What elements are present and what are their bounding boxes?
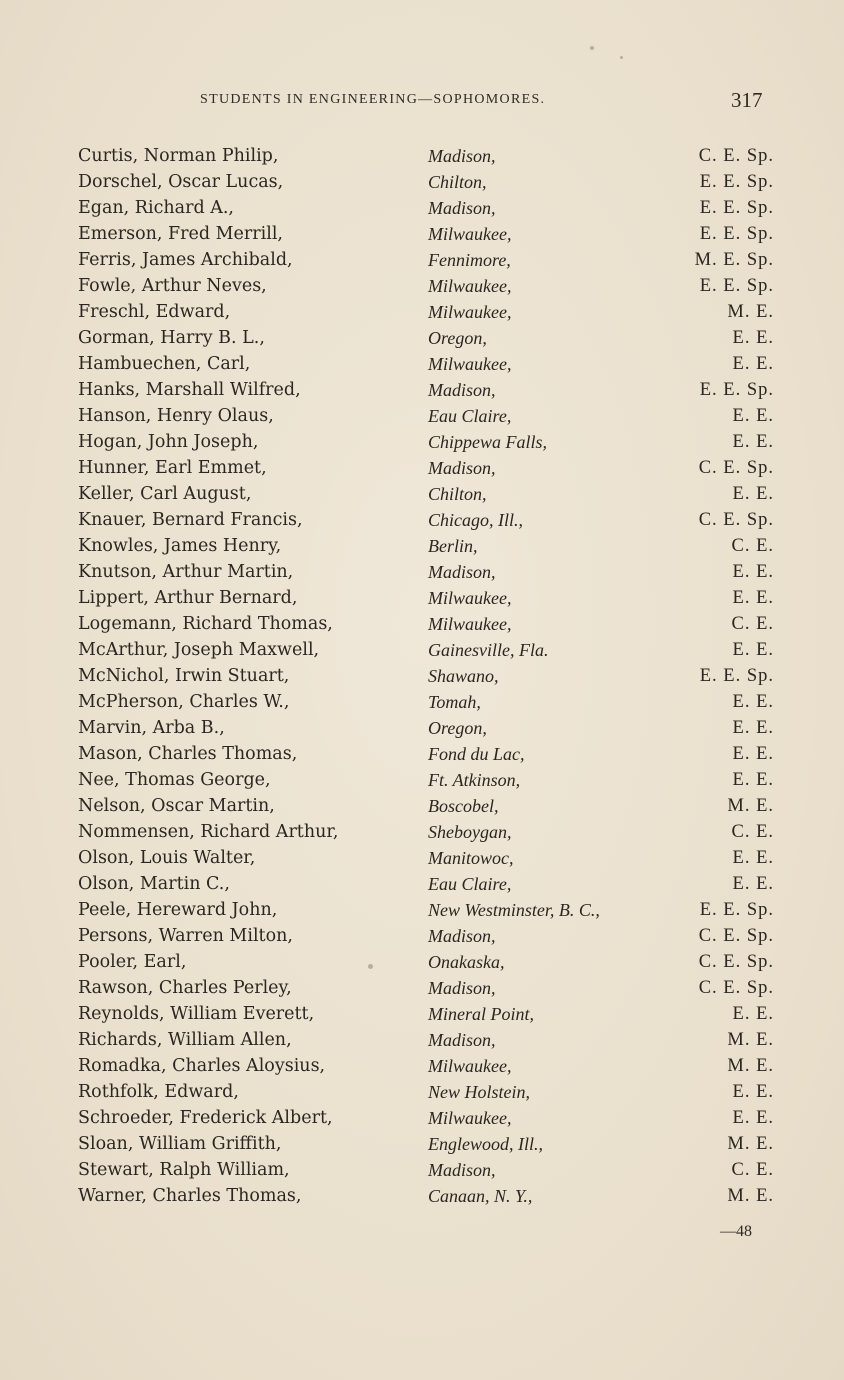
student-course: E. E. Sp. <box>699 198 774 218</box>
student-hometown: Milwaukee, <box>428 276 512 296</box>
student-hometown: Milwaukee, <box>428 614 512 634</box>
student-course: E. E. <box>732 354 774 374</box>
student-name: Keller, Carl August, <box>78 484 252 504</box>
student-course: E. E. <box>732 874 774 894</box>
student-hometown: Canaan, N. Y., <box>428 1186 533 1206</box>
student-name: Reynolds, William Everett, <box>78 1004 315 1024</box>
student-hometown: New Holstein, <box>428 1082 530 1102</box>
student-course: E. E. Sp. <box>699 172 774 192</box>
student-course: C. E. <box>731 614 774 634</box>
roster-row <box>78 949 774 975</box>
student-hometown: Milwaukee, <box>428 354 512 374</box>
student-course: E. E. <box>732 640 774 660</box>
student-roster <box>78 143 774 1209</box>
roster-row <box>78 533 774 559</box>
student-hometown: Boscobel, <box>428 796 499 816</box>
student-hometown: Eau Claire, <box>428 874 512 894</box>
student-name: Lippert, Arthur Bernard, <box>78 588 298 608</box>
student-hometown: Fond du Lac, <box>428 744 525 764</box>
roster-row <box>78 377 774 403</box>
student-name: Romadka, Charles Aloysius, <box>78 1056 326 1076</box>
student-course: E. E. <box>732 432 774 452</box>
student-name: Mason, Charles Thomas, <box>78 744 298 764</box>
roster-row <box>78 1183 774 1209</box>
student-course: E. E. <box>732 1004 774 1024</box>
student-hometown: Madison, <box>428 380 496 400</box>
student-course: E. E. <box>732 328 774 348</box>
roster-row <box>78 819 774 845</box>
student-hometown: Berlin, <box>428 536 478 556</box>
roster-row <box>78 1027 774 1053</box>
student-name: Olson, Louis Walter, <box>78 848 256 868</box>
student-name: Gorman, Harry B. L., <box>78 328 265 348</box>
student-course: E. E. <box>732 1082 774 1102</box>
student-hometown: Milwaukee, <box>428 302 512 322</box>
student-hometown: Madison, <box>428 458 496 478</box>
student-course: C. E. <box>731 1160 774 1180</box>
roster-row <box>78 299 774 325</box>
roster-row <box>78 195 774 221</box>
student-course: E. E. <box>732 718 774 738</box>
student-course: E. E. Sp. <box>699 276 774 296</box>
roster-row <box>78 351 774 377</box>
student-hometown: Madison, <box>428 562 496 582</box>
student-name: McArthur, Joseph Maxwell, <box>78 640 320 660</box>
student-course: M. E. <box>727 1134 774 1154</box>
student-course: E. E. <box>732 484 774 504</box>
student-course: C. E. Sp. <box>698 978 774 998</box>
student-name: Knutson, Arthur Martin, <box>78 562 294 582</box>
student-course: M. E. <box>727 1056 774 1076</box>
paper-speck <box>620 56 623 59</box>
student-name: McPherson, Charles W., <box>78 692 290 712</box>
student-course: C. E. Sp. <box>698 926 774 946</box>
student-course: C. E. Sp. <box>698 510 774 530</box>
student-course: E. E. Sp. <box>699 900 774 920</box>
student-hometown: Milwaukee, <box>428 224 512 244</box>
student-hometown: Fennimore, <box>428 250 511 270</box>
student-name: Hogan, John Joseph, <box>78 432 259 452</box>
student-name: Knauer, Bernard Francis, <box>78 510 303 530</box>
roster-row <box>78 429 774 455</box>
student-name: Rothfolk, Edward, <box>78 1082 239 1102</box>
student-course: E. E. <box>732 770 774 790</box>
student-name: Pooler, Earl, <box>78 952 187 972</box>
student-name: Hunner, Earl Emmet, <box>78 458 267 478</box>
student-course: E. E. <box>732 562 774 582</box>
roster-row <box>78 221 774 247</box>
roster-row <box>78 507 774 533</box>
student-hometown: Chicago, Ill., <box>428 510 523 530</box>
roster-row <box>78 455 774 481</box>
roster-row <box>78 143 774 169</box>
student-name: Nommensen, Richard Arthur, <box>78 822 339 842</box>
student-hometown: Milwaukee, <box>428 588 512 608</box>
roster-row <box>78 559 774 585</box>
roster-row <box>78 923 774 949</box>
student-name: Hanks, Marshall Wilfred, <box>78 380 301 400</box>
student-hometown: New Westminster, B. C., <box>428 900 600 920</box>
student-hometown: Madison, <box>428 978 496 998</box>
roster-row <box>78 871 774 897</box>
roster-row <box>78 897 774 923</box>
student-hometown: Milwaukee, <box>428 1108 512 1128</box>
student-name: Curtis, Norman Philip, <box>78 146 279 166</box>
page-number: 317 <box>731 88 763 112</box>
student-name: Ferris, James Archibald, <box>78 250 293 270</box>
roster-row <box>78 715 774 741</box>
student-name: Freschl, Edward, <box>78 302 231 322</box>
student-course: E. E. <box>732 588 774 608</box>
roster-row <box>78 325 774 351</box>
roster-row <box>78 247 774 273</box>
student-hometown: Gainesville, Fla. <box>428 640 549 660</box>
roster-row <box>78 689 774 715</box>
student-hometown: Madison, <box>428 146 496 166</box>
roster-row <box>78 1079 774 1105</box>
student-course: C. E. <box>731 822 774 842</box>
paper-speck <box>590 46 594 50</box>
student-name: Hanson, Henry Olaus, <box>78 406 274 426</box>
student-course: C. E. <box>731 536 774 556</box>
student-hometown: Onakaska, <box>428 952 505 972</box>
student-name: Logemann, Richard Thomas, <box>78 614 333 634</box>
student-name: Fowle, Arthur Neves, <box>78 276 267 296</box>
student-course: M. E. <box>727 1186 774 1206</box>
student-name: Nee, Thomas George, <box>78 770 271 790</box>
student-hometown: Eau Claire, <box>428 406 512 426</box>
student-name: Rawson, Charles Perley, <box>78 978 292 998</box>
student-name: Olson, Martin C., <box>78 874 230 894</box>
roster-row <box>78 611 774 637</box>
roster-row <box>78 169 774 195</box>
student-hometown: Ft. Atkinson, <box>428 770 521 790</box>
roster-row <box>78 767 774 793</box>
student-name: Richards, William Allen, <box>78 1030 292 1050</box>
student-hometown: Tomah, <box>428 692 481 712</box>
student-name: Schroeder, Frederick Albert, <box>78 1108 333 1128</box>
student-hometown: Madison, <box>428 1160 496 1180</box>
student-course: C. E. Sp. <box>698 458 774 478</box>
student-course: E. E. Sp. <box>699 224 774 244</box>
student-name: Marvin, Arba B., <box>78 718 225 738</box>
roster-row <box>78 1001 774 1027</box>
student-course: E. E. <box>732 692 774 712</box>
roster-row <box>78 1131 774 1157</box>
roster-row <box>78 637 774 663</box>
roster-row <box>78 741 774 767</box>
roster-row <box>78 481 774 507</box>
student-name: McNichol, Irwin Stuart, <box>78 666 290 686</box>
student-course: E. E. Sp. <box>699 380 774 400</box>
student-name: Sloan, William Griffith, <box>78 1134 282 1154</box>
roster-row <box>78 1053 774 1079</box>
roster-row <box>78 845 774 871</box>
student-course: E. E. <box>732 406 774 426</box>
student-hometown: Shawano, <box>428 666 499 686</box>
student-hometown: Oregon, <box>428 718 487 738</box>
student-hometown: Milwaukee, <box>428 1056 512 1076</box>
roster-row <box>78 1105 774 1131</box>
student-hometown: Madison, <box>428 198 496 218</box>
student-course: M. E. <box>727 1030 774 1050</box>
student-name: Stewart, Ralph William, <box>78 1160 290 1180</box>
roster-row <box>78 1157 774 1183</box>
student-course: C. E. Sp. <box>698 952 774 972</box>
student-hometown: Chilton, <box>428 484 487 504</box>
roster-row <box>78 663 774 689</box>
roster-row <box>78 273 774 299</box>
student-course: E. E. Sp. <box>699 666 774 686</box>
student-course: M. E. <box>727 302 774 322</box>
student-name: Hambuechen, Carl, <box>78 354 251 374</box>
student-name: Emerson, Fred Merrill, <box>78 224 283 244</box>
student-name: Persons, Warren Milton, <box>78 926 293 946</box>
student-hometown: Englewood, Ill., <box>428 1134 543 1154</box>
roster-row <box>78 793 774 819</box>
student-hometown: Madison, <box>428 926 496 946</box>
student-hometown: Chilton, <box>428 172 487 192</box>
student-hometown: Madison, <box>428 1030 496 1050</box>
roster-row <box>78 585 774 611</box>
roster-row <box>78 975 774 1001</box>
student-course: C. E. Sp. <box>698 146 774 166</box>
student-course: E. E. <box>732 1108 774 1128</box>
student-name: Warner, Charles Thomas, <box>78 1186 302 1206</box>
student-course: M. E. <box>727 796 774 816</box>
student-name: Nelson, Oscar Martin, <box>78 796 275 816</box>
student-name: Knowles, James Henry, <box>78 536 282 556</box>
student-name: Dorschel, Oscar Lucas, <box>78 172 284 192</box>
student-name: Peele, Hereward John, <box>78 900 278 920</box>
roster-row <box>78 403 774 429</box>
signature-mark: —48 <box>720 1223 752 1240</box>
student-hometown: Oregon, <box>428 328 487 348</box>
student-name: Egan, Richard A., <box>78 198 234 218</box>
student-hometown: Sheboygan, <box>428 822 512 842</box>
running-title: STUDENTS IN ENGINEERING—SOPHOMORES. <box>200 92 546 107</box>
student-hometown: Mineral Point, <box>428 1004 534 1024</box>
student-course: E. E. <box>732 744 774 764</box>
student-hometown: Chippewa Falls, <box>428 432 548 452</box>
student-course: E. E. <box>732 848 774 868</box>
student-course: M. E. Sp. <box>694 250 774 270</box>
student-hometown: Manitowoc, <box>428 848 514 868</box>
